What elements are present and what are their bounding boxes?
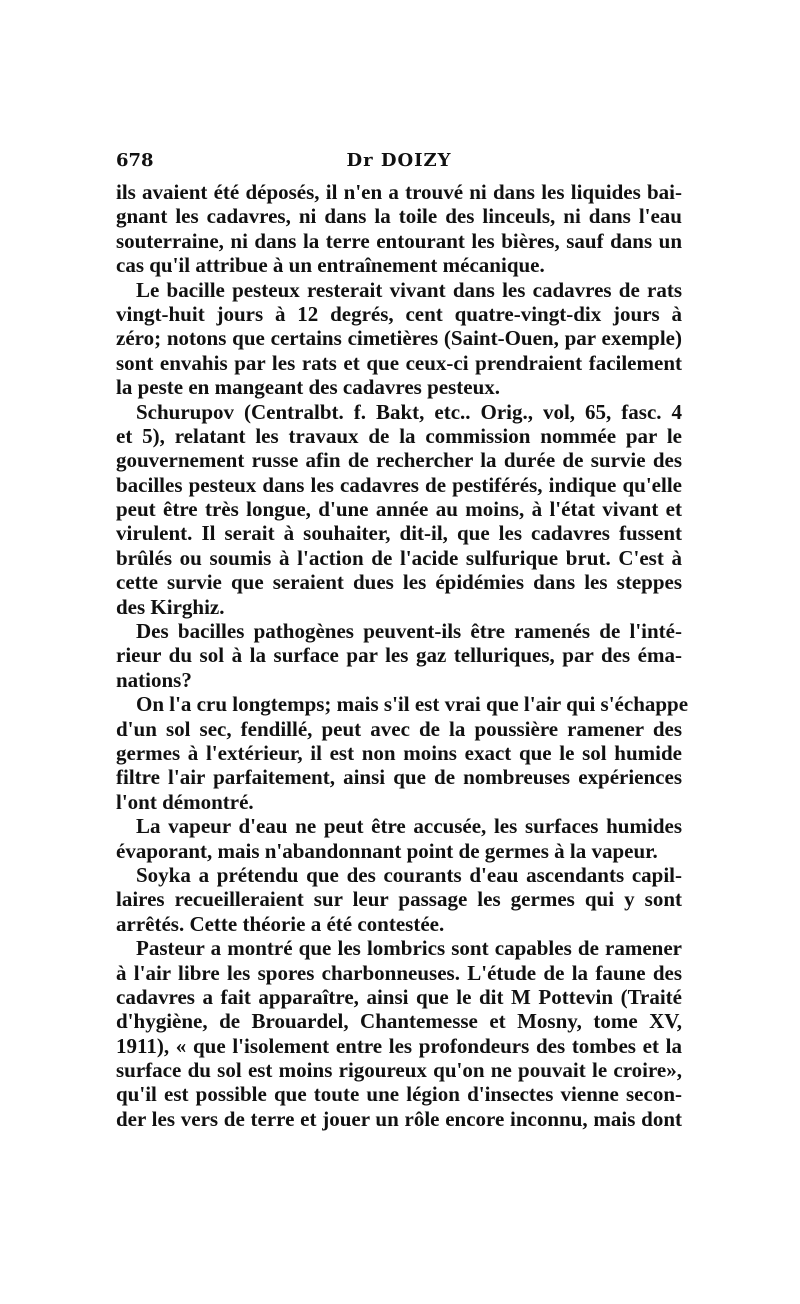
text-line: arrêtés. Cette théorie a été contestée. (116, 911, 445, 936)
text-line: évaporant, mais n'abandonnant point de germes à la vapeur. (116, 838, 658, 863)
text-line: Pasteur a montré que les lombrics sont capables de ramener (136, 936, 682, 961)
text-line: der les vers de terre et jouer un rôle encore inconnu, mais dont (116, 1106, 682, 1131)
text-line: nations? (116, 667, 192, 692)
text-line: ils avaient été déposés, il n'en a trouvé ni dans les liquides bai- (116, 180, 682, 204)
body-text (116, 180, 689, 1131)
text-line: et 5), relatant les travaux de la commission nommée par le (116, 423, 682, 448)
text-line: peut être très longue, d'une année au moins, à l'état vivant et (116, 497, 682, 522)
text-line: Des bacilles pathogènes peuvent-ils être ramenés de l'inté- (136, 619, 682, 644)
text-line: filtre l'air parfaitement, ainsi que de nombreuses expériences (116, 765, 682, 790)
running-head: Dr DOIZY (346, 150, 452, 171)
page-header (116, 150, 682, 174)
text-line: Soyka a prétendu que des courants d'eau ascendants capil- (136, 862, 682, 887)
text-line: la peste en mangeant des cadavres pesteux. (116, 375, 501, 400)
text-line: sont envahis par les rats et que ceux-ci prendraient facilement (116, 350, 682, 375)
text-line: brûlés ou soumis à l'action de l'acide sulfurique brut. C'est à (116, 545, 682, 570)
text-line: laires recueilleraient sur leur passage les germes qui y sont (116, 887, 682, 912)
text-line: 1911), « que l'isolement entre les profondeurs des tombes et la (116, 1033, 682, 1058)
text-line: des Kirghiz. (116, 594, 225, 619)
text-line: l'ont démontré. (116, 789, 254, 814)
text-line: On l'a cru longtemps; mais s'il est vrai que l'air qui s'échappe (136, 692, 689, 717)
text-line: rieur du sol à la surface par les gaz telluriques, par des éma- (116, 643, 682, 668)
text-line: Schurupov (Centralbt. f. Bakt, etc.. Orig., vol, 65, fasc. 4 (136, 399, 682, 424)
text-line: La vapeur d'eau ne peut être accusée, les surfaces humides (136, 814, 682, 839)
text-line: gouvernement russe afin de rechercher la durée de survie des (116, 448, 682, 473)
text-line: vingt-huit jours à 12 degrés, cent quatre-vingt-dix jours à (116, 301, 682, 326)
text-line: cadavres a fait apparaître, ainsi que le dit M Pottevin (Traité (116, 984, 682, 1009)
text-line: qu'il est possible que toute une légion d'insectes vienne secon- (116, 1082, 682, 1107)
text-line: germes à l'extérieur, il est non moins exact que le sol humide (116, 740, 682, 765)
text-line: d'hygiène, de Brouardel, Chantemesse et Mosny, tome XV, (116, 1009, 682, 1034)
text-line: d'un sol sec, fendillé, peut avec de la poussière ramener des (116, 716, 682, 741)
text-line: bacilles pesteux dans les cadavres de pestiférés, indique qu'elle (116, 472, 682, 497)
text-line: zéro; notons que certains cimetières (Saint-Ouen, par exemple) (116, 326, 682, 351)
page-number: 678 (116, 150, 154, 171)
text-line: cette survie que seraient dues les épidémies dans les steppes (116, 570, 682, 595)
text-line: à l'air libre les spores charbonneuses. L'étude de la faune des (116, 960, 682, 985)
text-line: cas qu'il attribue à un entraînement mécanique. (116, 253, 545, 278)
text-line: souterraine, ni dans la terre entourant les bières, sauf dans un (116, 228, 682, 253)
text-line: gnant les cadavres, ni dans la toile des linceuls, ni dans l'eau (116, 204, 682, 229)
text-line: virulent. Il serait à souhaiter, dit-il, que les cadavres fussent (116, 521, 682, 546)
text-line: surface du sol est moins rigoureux qu'on ne pouvait le croire», (116, 1058, 682, 1083)
text-line: Le bacille pesteux resterait vivant dans les cadavres de rats (136, 277, 682, 302)
